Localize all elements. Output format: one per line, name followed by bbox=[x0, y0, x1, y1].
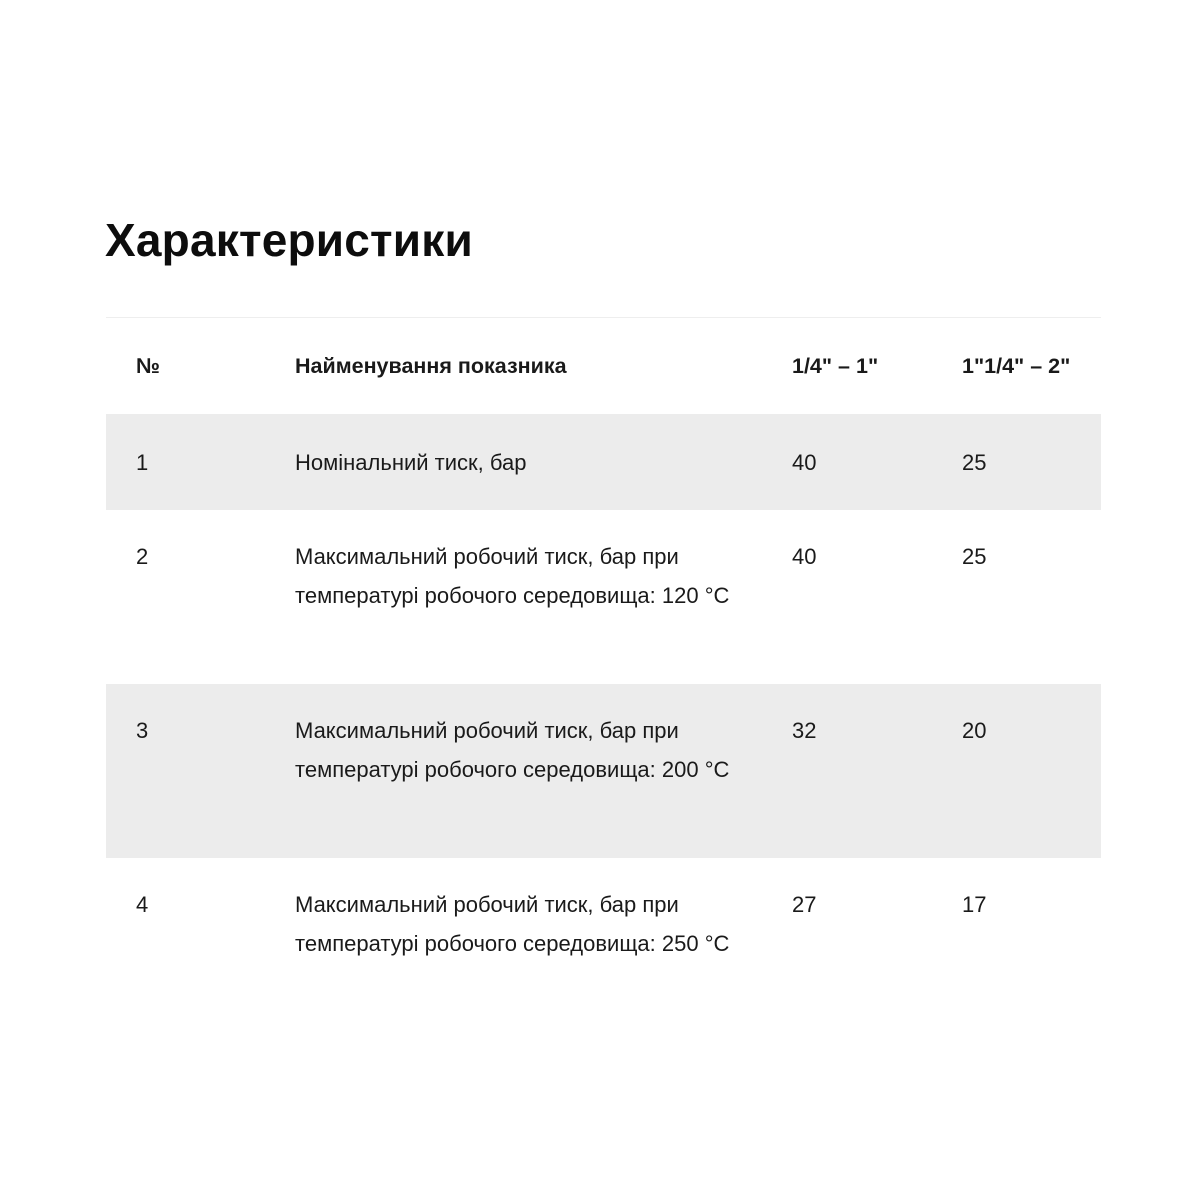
row-number: 2 bbox=[136, 544, 149, 569]
row-name-text: Максимальний робочий тиск, бар при температурі робочого середовища: 250 °С bbox=[295, 892, 730, 956]
header-name: Найменування показника bbox=[295, 318, 792, 415]
row-name bbox=[295, 858, 792, 1032]
page-title: Характеристики bbox=[105, 214, 473, 266]
row-number: 4 bbox=[136, 892, 149, 917]
row-name-text: Номінальний тиск, бар bbox=[295, 449, 527, 475]
specifications-table bbox=[106, 317, 1101, 1032]
table-row bbox=[106, 510, 1101, 684]
row-size-a-value: 27 bbox=[792, 892, 817, 917]
row-name bbox=[295, 510, 792, 684]
header-number: № bbox=[106, 318, 295, 415]
header-size-b: 1"1/4" – 2" bbox=[962, 318, 1101, 415]
row-size-b-value: 20 bbox=[962, 718, 987, 743]
row-size-a-value: 32 bbox=[792, 718, 817, 743]
row-name-text: Максимальний робочий тиск, бар при температурі робочого середовища: 200 °С bbox=[295, 718, 730, 782]
row-size-b-value: 25 bbox=[962, 544, 987, 569]
row-name bbox=[295, 684, 792, 858]
row-size-b-value: 17 bbox=[962, 892, 987, 917]
header-size-a: 1/4" – 1" bbox=[792, 318, 962, 415]
row-size-a-value: 40 bbox=[792, 449, 817, 475]
row-name-text: Максимальний робочий тиск, бар при температурі робочого середовища: 120 °С bbox=[295, 544, 730, 608]
table-row bbox=[106, 414, 1101, 510]
row-name bbox=[295, 414, 792, 510]
table-header-row bbox=[106, 318, 1101, 415]
row-number: 3 bbox=[136, 718, 149, 743]
row-size-a-value: 40 bbox=[792, 544, 817, 569]
row-number: 1 bbox=[136, 449, 149, 475]
row-size-b-value: 25 bbox=[962, 449, 987, 475]
table-row bbox=[106, 684, 1101, 858]
table-row bbox=[106, 858, 1101, 1032]
